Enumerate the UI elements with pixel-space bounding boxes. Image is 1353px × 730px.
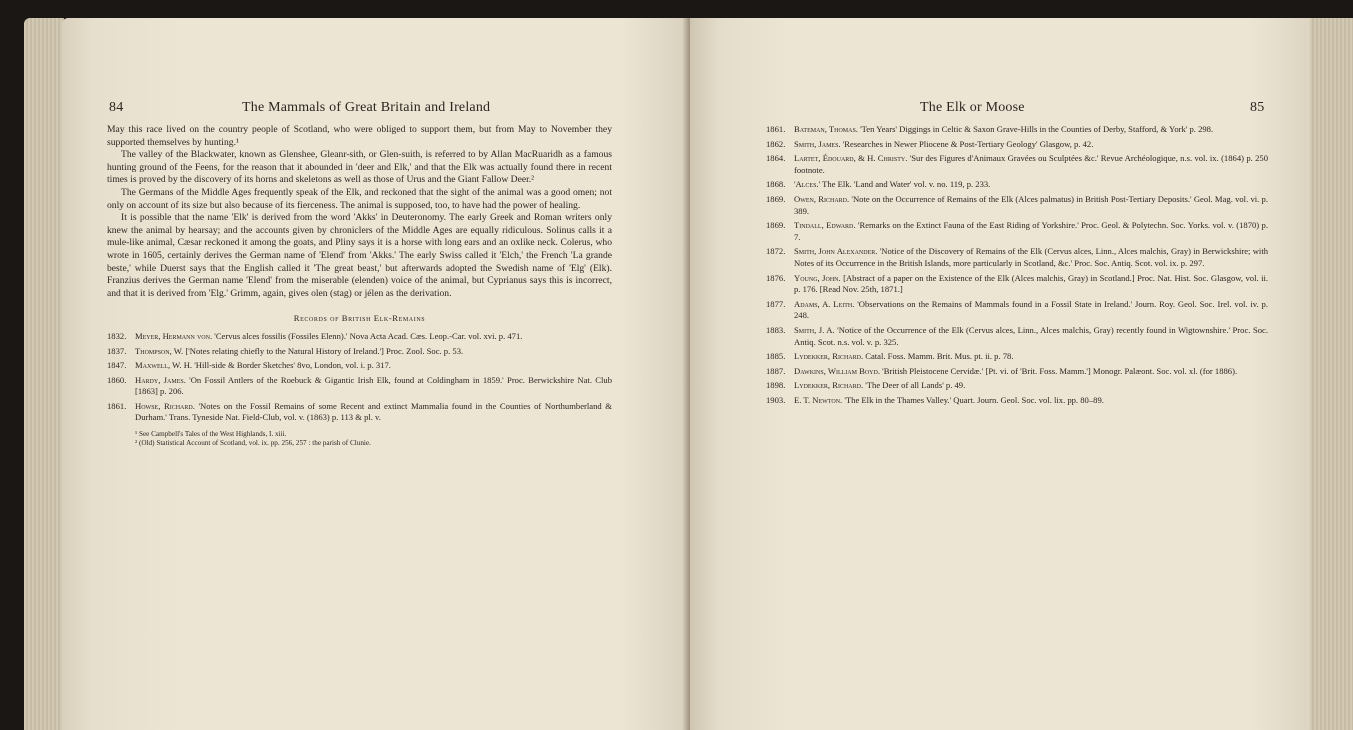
- right-page: [690, 18, 1310, 730]
- footnote: ¹ See Campbell's Tales of the West Highlands, I. xiii.: [135, 430, 287, 439]
- reference-entry: [766, 395, 1268, 407]
- right-page-number: 85: [1250, 100, 1265, 115]
- right-running-head: The Elk or Moose: [920, 100, 1025, 115]
- reference-year: 1861.: [766, 124, 786, 134]
- reference-author: Lydekker, Richard.: [794, 380, 864, 391]
- reference-entry: [107, 375, 612, 398]
- reference-text: [Abstract of a paper on the Existence of the Elk (Alces malchis, Gray) in Scotland.] Proc. Nat. Hist. Soc. Glasgow, vol. ii. p. 176. [Read Nov. 25th, 1871.]: [794, 272, 1268, 295]
- left-page-body: [107, 124, 612, 449]
- reference-year: 1860.: [107, 374, 127, 385]
- reference-year: 1883.: [766, 324, 786, 335]
- reference-author: E. T. Newton.: [794, 394, 843, 405]
- reference-text: 'Cervus alces fossilis (Fossiles Elenn).' Nova Acta Acad. Cæs. Leop.-Car. vol. xvi. p. 471.: [214, 330, 523, 341]
- paragraph: It is possible that the name 'Elk' is derived from the word 'Akks' in Deuteronomy. The early Greek and Roman writers only knew the animal by hearsay; and the accounts given by chroniclers of the Middle Ages are equally ridiculous. Solinus calls it a mule-like animal, Cæsar reckoned it among the goats, and Pliny says it is a horse with long ears and an oxlike neck. Colerus, who wrote in 1605, certainly derives the German name of 'Elend' from 'Akks.' The early Swiss called it 'Elch,' the French 'La grande beste,' while Duerst says that the English called it 'The great beast,' but afterwards adopted the Swedish name of 'Elg' (Elk). Franzius derives the German name 'Elend' from the miserable (elenden) voice of the animal, but Cyprianus says this is incorrect, and that it is derived from 'Elg.' Grimm, again, gives olen (stag) or jélen as the derivation.: [107, 212, 612, 299]
- open-book: [62, 18, 1353, 730]
- reference-year: 1885.: [766, 351, 786, 362]
- reference-author: Lydekker, Richard.: [794, 351, 864, 362]
- reference-year: 1869.: [766, 220, 786, 231]
- reference-text: 'Hill-side & Border Sketches' 8vo, London, vol. i. p. 317.: [194, 360, 391, 371]
- reference-entry: [766, 220, 1268, 243]
- reference-year: 1876.: [766, 272, 786, 283]
- reference-text: 'Notice of the Discovery of Remains of the Elk (Cervus alces, Linn., Alces malchis, Gray) in Berwickshire; with Notes of its Occurrence in the British Islands, more particularly in Scotland, &c.' Proc. Soc. Antiq. Scot. vol. ix. p. 297.: [794, 246, 1269, 268]
- reference-year: 1847.: [107, 360, 127, 371]
- reference-year: 1864.: [766, 153, 786, 164]
- right-page-edges: [1310, 18, 1353, 730]
- reference-text: 'Notice of the Occurrence of the Elk (Cervus alces, Linn., Alces malchis, Gray) recently found in Wigtownshire.' Proc. Soc. Antiq. Scot. n.s. vol. v. p. 325.: [794, 324, 1268, 347]
- reference-author: Tindall, Edward.: [794, 220, 856, 231]
- paragraph: May this race lived on the country people of Scotland, who were obliged to support them, but from May to November they supported themselves by hunting.¹: [107, 124, 612, 148]
- reference-entry: [766, 179, 1268, 191]
- reference-entry: [766, 299, 1268, 322]
- reference-author: Owen, Richard.: [794, 193, 850, 204]
- reference-entry: [766, 246, 1268, 269]
- reference-author: Hardy, James.: [135, 374, 186, 385]
- reference-year: 1903.: [766, 394, 786, 405]
- footnote: ² (Old) Statistical Account of Scotland, vol. ix. pp. 256, 257 : the parish of Clunie.: [135, 439, 371, 448]
- reference-year: 1898.: [766, 380, 786, 391]
- section-heading: Records of British Elk-Remains: [293, 313, 426, 324]
- reference-author: Meyer, Hermann von.: [135, 330, 213, 341]
- reference-year: 1872.: [766, 246, 786, 257]
- reference-entry: [766, 273, 1268, 296]
- reference-text: 'Researches in Newer Pliocene & Post-Tertiary Geology' Glasgow, p. 42.: [842, 138, 1094, 149]
- reference-year: 1877.: [766, 298, 786, 309]
- reference-year: 1837.: [107, 345, 127, 356]
- left-page-edges: [24, 18, 64, 730]
- reference-entry: [766, 366, 1268, 378]
- reference-author: Dawkins, William Boyd.: [794, 365, 880, 376]
- left-running-head: The Mammals of Great Britain and Ireland: [242, 100, 491, 115]
- reference-author: Adams, A. Leith.: [794, 298, 855, 309]
- reference-author: Smith, James.: [794, 138, 841, 149]
- reference-author: Maxwell, W. H.: [135, 360, 193, 371]
- reference-entry: [766, 194, 1268, 217]
- reference-year: 1861.: [107, 400, 127, 411]
- reference-entry: [107, 360, 612, 372]
- reference-text: 'Ten Years' Diggings in Celtic & Saxon Grave-Hills in the Counties of Derby, Stafford, & York' p. 298.: [860, 124, 1214, 134]
- reference-entry: [766, 139, 1268, 151]
- reference-entry: [107, 331, 612, 343]
- reference-author: Bateman, Thomas.: [794, 124, 858, 134]
- reference-author: Smith, John Alexander.: [794, 246, 878, 257]
- left-page: [62, 18, 690, 730]
- reference-entry: [766, 124, 1268, 136]
- reference-year: 1869.: [766, 193, 786, 204]
- reference-text: 'Notes on the Fossil Remains of some Recent and extinct Mammalia found in the Counties of Northumberland & Durham.' Trans. Tyneside Nat. Field-Club, vol. v. (1863) p. 113 & pl. v.: [135, 400, 612, 423]
- reference-year: 1862.: [766, 138, 786, 149]
- reference-entry: [766, 153, 1268, 176]
- reference-author: Thompson, W.: [135, 345, 184, 356]
- left-page-number: 84: [109, 100, 124, 115]
- reference-entry: [107, 401, 612, 424]
- reference-text: 'Remarks on the Extinct Fauna of the East Riding of Yorkshire.' Proc. Geol. & Polytechn. Soc. Yorks. vol. v. (1870) p. 7.: [794, 220, 1268, 242]
- reference-text: 'Note on the Occurrence of Remains of the Elk (Alces palmatus) in British Post-Tertiary Deposits.' Geol. Mag. vol. vi. p. 389.: [794, 193, 1268, 216]
- reference-text: 'British Pleistocene Cervidæ.' [Pt. vi. of 'Brit. Foss. Mamm.'] Monogr. Palæont. Soc. vol. xl. (for 1886).: [882, 365, 1238, 376]
- reference-text: Catal. Foss. Mamm. Brit. Mus. pt. ii. p. 78.: [865, 351, 1014, 362]
- reference-text: 'Observations on the Remains of Mammals found in a Fossil State in Ireland.' Journ. Roy. Geol. Soc. Irel. vol. iv. p. 248.: [794, 298, 1268, 321]
- reference-text: 'The Elk in the Thames Valley.' Quart. Journ. Geol. Soc. vol. lix. pp. 80–89.: [844, 394, 1104, 405]
- left-reference-list: [107, 331, 612, 424]
- reference-author: Young, John.: [794, 272, 841, 283]
- reference-text: ['Notes relating chiefly to the Natural History of Ireland.'] Proc. Zool. Soc. p. 53.: [185, 345, 464, 356]
- reference-year: 1868.: [766, 179, 786, 190]
- reference-text: 'Sur des Figures d'Animaux Gravées ou Sculptées &c.' Revue Archéologique, n.s. vol. ix. (1864) p. 250 footnote.: [794, 153, 1268, 175]
- reference-text: 'The Deer of all Lands' p. 49.: [865, 380, 966, 391]
- paragraph: The Germans of the Middle Ages frequently speak of the Elk, and reckoned that the sight of the animal was a good omen; not only on account of its size but also because of its fierceness. The animal is supposed, too, to have had the power of healing.: [107, 186, 612, 211]
- reference-text: The Elk. 'Land and Water' vol. v. no. 119, p. 233.: [822, 179, 991, 190]
- reference-year: 1832.: [107, 330, 127, 341]
- reference-entry: [766, 325, 1268, 348]
- reference-text: 'On Fossil Antlers of the Roebuck & Gigantic Irish Elk, found at Coldingham in 1859.' Proc. Berwickshire Nat. Club [1863] p. 206.: [135, 374, 612, 397]
- reference-year: 1887.: [766, 365, 786, 376]
- reference-author: Smith, J. A.: [794, 324, 835, 335]
- reference-entry: [766, 380, 1268, 392]
- reference-entry: [107, 346, 612, 358]
- reference-entry: [766, 351, 1268, 363]
- reference-author: Howse, Richard.: [135, 400, 195, 411]
- right-reference-list: [766, 124, 1268, 409]
- footnotes: [107, 430, 612, 449]
- reference-author: 'Alces.': [794, 179, 821, 190]
- reference-author: Lartet, Édouard, & H. Christy.: [794, 153, 908, 164]
- paragraph: The valley of the Blackwater, known as Glenshee, Gleanr-sith, or Glen-suith, is referred to by Allan MacRuaridh as a famous hunting ground of the Feens, for the reason that it abounded in 'deer and Elk,' and that the Elk was actually found there in recent times is proved by the discovery of its horns and skeletons as well as those of Urus and the Giant Fallow Deer.²: [107, 149, 612, 186]
